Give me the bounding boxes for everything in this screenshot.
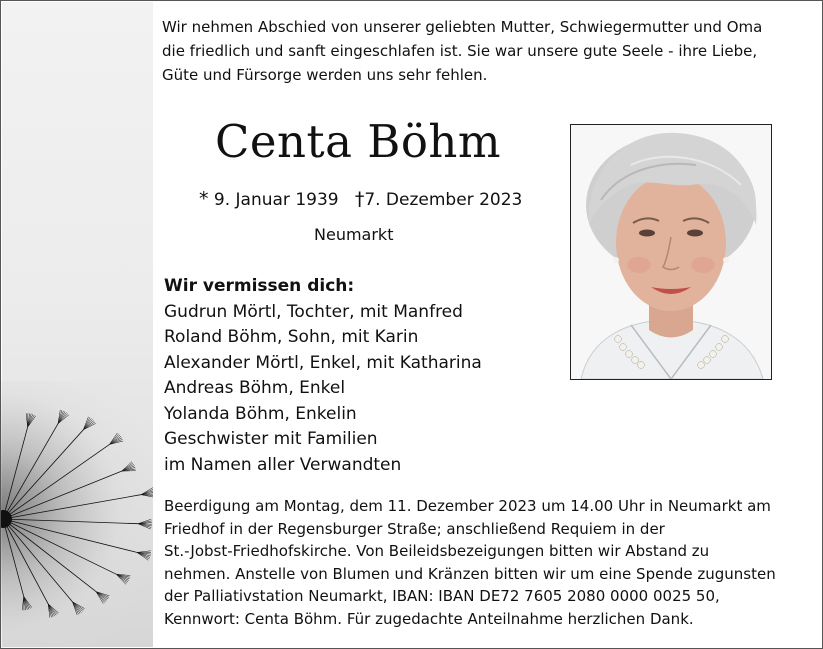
mourners-heading: Wir vermissen dich: (164, 276, 355, 296)
intro-line: Wir nehmen Abschied von unserer geliebten Mutter, Schwiegermutter und Oma (162, 18, 763, 36)
funeral-line: Beerdigung am Montag, dem 11. Dezember 2023 um 14.00 Uhr in Neumarkt am (164, 497, 771, 515)
birth-date: 9. Januar 1939 (213, 190, 339, 210)
mourner-entry: Alexander Mörtl, Enkel, mit Katharina (164, 352, 482, 373)
mourner-entry: Roland Böhm, Sohn, mit Karin (164, 327, 419, 347)
death-cross-icon: † (354, 188, 365, 210)
mourners-list (164, 274, 482, 478)
place: Neumarkt (314, 225, 394, 244)
life-dates (199, 188, 522, 210)
funeral-line: nehmen. Anstelle von Blumen und Kränzen bitten wir um eine Spende zugunsten (164, 564, 776, 583)
intro-line: die friedlich und sanft eingeschlafen ist. Sie war unsere gute Seele - ihre Liebe, (162, 42, 758, 60)
mourner-entry: Geschwister mit Familien (164, 429, 378, 449)
intro-line: Güte und Fürsorge werden uns sehr fehlen. (162, 66, 488, 84)
intro-text (162, 15, 762, 87)
portrait-photo (570, 124, 772, 380)
dandelion-image (1, 381, 153, 648)
mourner-entry: Yolanda Böhm, Enkelin (164, 403, 357, 424)
mourner-entry: im Namen aller Verwandten (164, 454, 402, 475)
funeral-line: Friedhof in der Regensburger Straße; anschließend Requiem in der (164, 519, 665, 538)
birth-star-icon: * (199, 188, 209, 210)
funeral-line: Kennwort: Centa Böhm. Für zugedachte Anteilnahme herzlichen Dank. (164, 609, 694, 628)
mourner-entry: Andreas Böhm, Enkel (164, 378, 346, 398)
funeral-line: St.-Jobst-Friedhofskirche. Von Beileidsbezeigungen bitten wir Abstand zu (164, 542, 710, 560)
funeral-details (164, 495, 776, 630)
mourner-entry: Gudrun Mörtl, Tochter, mit Manfred (164, 301, 463, 322)
portrait-illustration (571, 125, 771, 379)
funeral-line: der Palliativstation Neumarkt, IBAN: IBAN DE72 7605 2080 0000 0025 50, (164, 587, 720, 605)
death-date: 7. Dezember 2023 (364, 190, 523, 210)
deceased-name: Centa Böhm (215, 115, 502, 168)
